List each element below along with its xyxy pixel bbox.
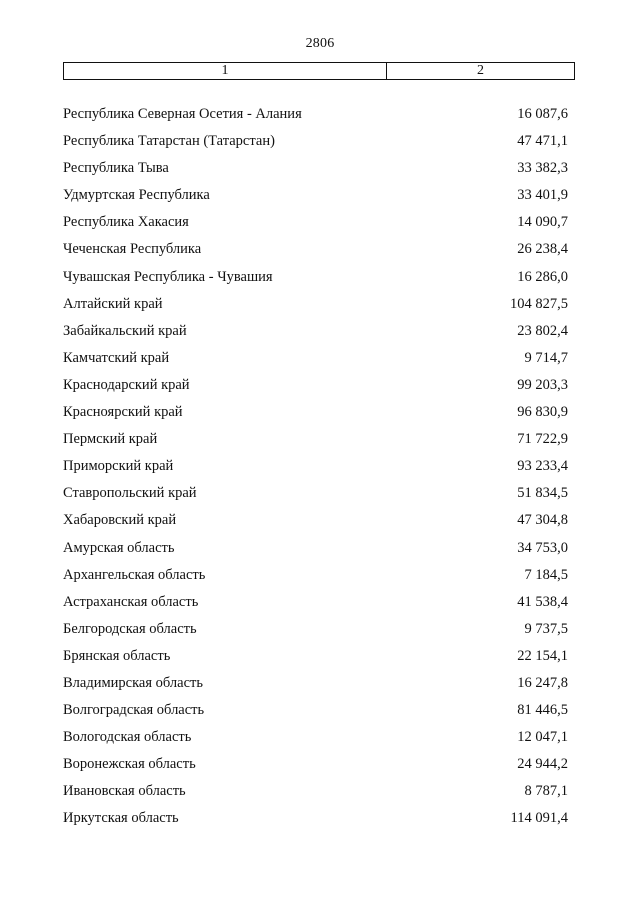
table-row: [63, 133, 568, 160]
table-row: [63, 702, 568, 729]
region-value: 99 203,3: [517, 376, 568, 393]
table-row: [63, 187, 568, 214]
region-value: 104 827,5: [510, 295, 568, 312]
table-row: [63, 269, 568, 296]
table-row: [63, 404, 568, 431]
table-row: [63, 323, 568, 350]
region-value: 9 737,5: [524, 620, 568, 637]
table-row: [63, 810, 568, 837]
column-header-2: 2: [477, 63, 484, 78]
region-value: 33 401,9: [517, 187, 568, 204]
table-row: [63, 540, 568, 567]
region-name: Воронежская область: [63, 756, 196, 773]
region-value: 16 286,0: [517, 268, 568, 285]
region-value: 14 090,7: [517, 214, 568, 231]
region-name: Амурская область: [63, 539, 175, 556]
region-value: 47 471,1: [517, 133, 568, 150]
region-name: Республика Северная Осетия - Алания: [63, 106, 302, 122]
region-value: 16 087,6: [517, 106, 568, 122]
region-value: 51 834,5: [517, 485, 568, 502]
table-row: [63, 485, 568, 512]
region-value: 7 184,5: [524, 566, 568, 583]
column-header-row: [63, 62, 575, 80]
region-name: Удмуртская Республика: [63, 187, 210, 204]
region-name: Алтайский край: [63, 295, 163, 312]
region-value: 26 238,4: [517, 241, 568, 258]
region-name: Иркутская область: [63, 810, 179, 827]
table-row: [63, 594, 568, 621]
column-header-1: 1: [64, 63, 387, 79]
region-value: 23 802,4: [517, 322, 568, 339]
region-value: 12 047,1: [517, 729, 568, 746]
region-name: Владимирская область: [63, 674, 203, 691]
region-value: 71 722,9: [517, 431, 568, 448]
page-number: 2806: [305, 36, 335, 51]
table-row: [63, 377, 568, 404]
table-row: [63, 431, 568, 458]
region-name: Хабаровский край: [63, 512, 177, 529]
region-value: 41 538,4: [517, 593, 568, 610]
table-row: [63, 241, 568, 268]
region-value: 81 446,5: [517, 702, 568, 719]
region-value: 8 787,1: [524, 783, 568, 800]
region-name: Брянская область: [63, 647, 171, 664]
table-row: [63, 567, 568, 594]
table-row: [63, 756, 568, 783]
region-value: 93 233,4: [517, 458, 568, 475]
region-table-body: [63, 106, 568, 838]
table-row: [63, 458, 568, 485]
region-value: 47 304,8: [517, 512, 568, 529]
table-row: [63, 160, 568, 187]
region-name: Республика Татарстан (Татарстан): [63, 133, 275, 150]
region-name: Белгородская область: [63, 620, 197, 637]
region-name: Чувашская Республика - Чувашия: [63, 268, 273, 285]
region-value: 114 091,4: [510, 810, 568, 827]
region-value: 22 154,1: [517, 647, 568, 664]
region-name: Волгоградская область: [63, 702, 205, 719]
region-name: Астраханская область: [63, 593, 199, 610]
table-row: [63, 296, 568, 323]
table-row: [63, 675, 568, 702]
region-name: Ивановская область: [63, 783, 186, 800]
region-value: 34 753,0: [517, 539, 568, 556]
region-name: Вологодская область: [63, 729, 192, 746]
table-row: [63, 350, 568, 377]
region-name: Забайкальский край: [63, 322, 187, 339]
region-name: Ставропольский край: [63, 485, 197, 502]
region-value: 33 382,3: [517, 160, 568, 177]
region-name: Республика Хакасия: [63, 214, 189, 231]
region-name: Республика Тыва: [63, 160, 169, 177]
region-name: Пермский край: [63, 431, 158, 448]
region-value: 9 714,7: [524, 349, 568, 366]
region-value: 24 944,2: [517, 756, 568, 773]
region-name: Краснодарский край: [63, 376, 190, 393]
table-row: [63, 214, 568, 241]
region-name: Красноярский край: [63, 404, 183, 421]
table-row: [63, 729, 568, 756]
region-name: Архангельская область: [63, 566, 206, 583]
region-name: Приморский край: [63, 458, 174, 475]
region-value: 96 830,9: [517, 404, 568, 421]
region-name: Чеченская Республика: [63, 241, 202, 258]
table-row: [63, 621, 568, 648]
table-row: [63, 783, 568, 810]
table-row: [63, 648, 568, 675]
table-row: [63, 106, 568, 133]
table-row: [63, 512, 568, 539]
region-name: Камчатский край: [63, 349, 170, 366]
region-value: 16 247,8: [517, 674, 568, 691]
